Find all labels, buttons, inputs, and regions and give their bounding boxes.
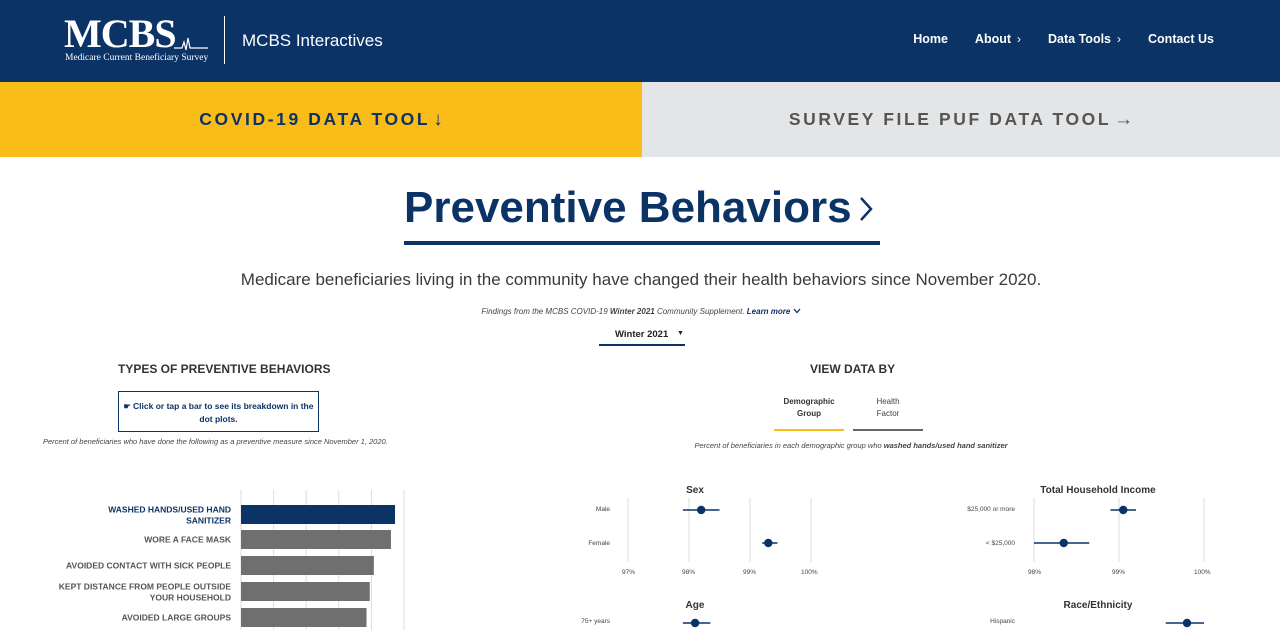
sex-tick-label: 100% [801, 569, 818, 576]
dot-plot-point[interactable] [1183, 619, 1191, 627]
nav-about-label: About [974, 32, 1012, 46]
tab-covid-label: COVID-19 DATA TOOL [199, 109, 431, 129]
dot-plots [0, 480, 1280, 628]
mcbs-logo[interactable] [64, 11, 212, 66]
nav-data-tools-label: Data Tools [1048, 32, 1112, 46]
site-header [0, 0, 1280, 82]
toggle-health-line2: Factor [876, 409, 900, 418]
income-plot-title: Total Household Income [1040, 485, 1156, 496]
chevron-right-icon [858, 195, 874, 223]
chevron-down-icon [793, 308, 801, 314]
header-divider [224, 16, 225, 64]
dot-plot-note-measure: washed hands/used hand sanitizer [883, 441, 1008, 450]
toggle-demographic-group[interactable] [774, 396, 844, 431]
nav-about[interactable] [975, 32, 1021, 46]
nav-contact[interactable] [1148, 32, 1214, 46]
behavior-bar-label[interactable]: WASHED HANDS/USED HAND [108, 504, 231, 515]
behavior-bar-label[interactable]: SANITIZER [186, 515, 231, 526]
bar-chart-note: Percent of beneficiaries who have done the following as a preventive measure since November 1, 2020. [43, 437, 388, 446]
findings-suffix: Community Supplement. [654, 307, 747, 316]
nav-home[interactable] [913, 32, 948, 46]
sex-row-label: Male [595, 506, 610, 513]
income-tick-label: 100% [1194, 569, 1211, 576]
toggle-health-factor[interactable] [853, 396, 923, 431]
age-plot-title: Age [685, 600, 705, 611]
income-row-label: $25,000 or more [967, 506, 1015, 513]
chevron-right-icon: › [1117, 32, 1122, 46]
tab-puf-label: SURVEY FILE PUF DATA TOOL [788, 109, 1112, 129]
behavior-bar-label[interactable]: AVOIDED CONTACT WITH SICK PEOPLE [66, 560, 231, 571]
logo-text: MCBS [64, 11, 176, 56]
dot-plot-point[interactable] [1060, 539, 1068, 547]
hint-text: Click or tap a bar to see its breakdown in the dot plots. [133, 401, 314, 424]
season-selected-value: Winter 2021 [615, 329, 669, 340]
toggle-demo-line1: Demographic [783, 397, 835, 406]
findings-note [0, 307, 1280, 316]
toggle-demo-line2: Group [797, 409, 821, 418]
sex-tick-label: 97% [622, 569, 636, 576]
tab-puf-data-tool[interactable] [642, 82, 1280, 157]
arrow-down-icon: ↓ [433, 108, 443, 130]
income-tick-label: 98% [1028, 569, 1042, 576]
behavior-bar-label[interactable]: AVOIDED LARGE GROUPS [121, 612, 231, 623]
race-row-label: Hispanic [990, 618, 1015, 625]
arrow-right-icon: → [1114, 108, 1134, 130]
season-select[interactable] [599, 325, 685, 346]
main-nav [886, 32, 1214, 46]
dot-plot-point[interactable] [1119, 506, 1127, 514]
nav-data-tools[interactable] [1048, 32, 1121, 46]
hint-box [118, 391, 319, 432]
intro-text: Medicare beneficiaries living in the community have changed their health behaviors since November 2020. [240, 270, 1042, 289]
tab-covid-data-tool[interactable] [0, 82, 642, 157]
sex-plot-title: Sex [686, 485, 704, 496]
caret-down-icon: ▼ [677, 330, 684, 337]
page-title-link[interactable] [404, 181, 880, 245]
income-row-label: < $25,000 [985, 540, 1015, 547]
page-title: Preventive Behaviors [404, 183, 852, 232]
site-name[interactable]: MCBS Interactives [242, 31, 383, 50]
pulse-wave-icon [174, 36, 208, 52]
learn-more-link[interactable] [747, 307, 801, 316]
race-plot-title: Race/Ethnicity [1063, 600, 1133, 611]
behavior-bar-label[interactable]: WORE A FACE MASK [144, 534, 231, 545]
findings-season: Winter 2021 [609, 307, 655, 316]
dot-plot-note-prefix: Percent of beneficiaries in each demographic group who [694, 441, 884, 450]
toggle-health-line1: Health [876, 397, 900, 406]
dot-plot-point[interactable] [691, 619, 699, 627]
behavior-bar-label[interactable]: YOUR HOUSEHOLD [149, 592, 231, 603]
dot-plot-point[interactable] [697, 506, 705, 514]
behavior-bar-label[interactable]: KEPT DISTANCE FROM PEOPLE OUTSIDE [58, 581, 231, 592]
sex-tick-label: 98% [682, 569, 696, 576]
sex-tick-label: 99% [743, 569, 757, 576]
sex-row-label: Female [588, 540, 610, 547]
nav-home-label: Home [913, 32, 948, 46]
logo-subtitle: Medicare Current Beneficiary Survey [65, 53, 209, 63]
view-data-title: VIEW DATA BY [810, 362, 896, 376]
age-row-label: 75+ years [581, 618, 610, 625]
learn-more-label: Learn more [746, 307, 791, 316]
dot-plot-note [0, 441, 1280, 450]
pointer-icon: ☛ [123, 402, 131, 411]
findings-prefix: Findings from the MCBS COVID-19 [481, 307, 610, 316]
nav-contact-label: Contact Us [1148, 32, 1214, 46]
income-tick-label: 99% [1112, 569, 1126, 576]
types-section-title: TYPES OF PREVENTIVE BEHAVIORS [118, 362, 331, 376]
dot-plot-point[interactable] [764, 539, 772, 547]
chevron-right-icon: › [1017, 32, 1022, 46]
